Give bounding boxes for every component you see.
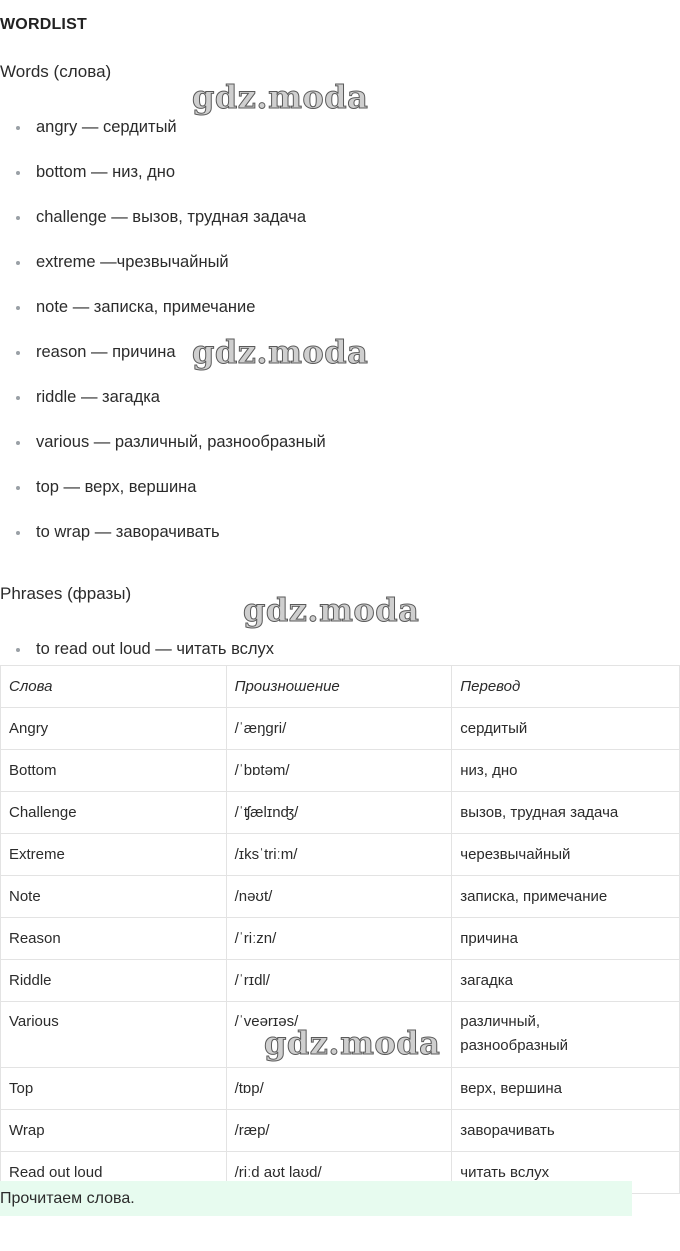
table-row bbox=[1, 792, 680, 834]
vocabulary-table bbox=[0, 665, 680, 1194]
words-section-label: Words (слова) bbox=[0, 62, 112, 81]
list-item: to wrap — заворачивать bbox=[0, 522, 326, 567]
cell-pronunciation: /riːd aʊt laʊd/ bbox=[226, 1152, 452, 1194]
list-item: various — различный, разнообразный bbox=[0, 432, 326, 477]
cell-word: Reason bbox=[1, 918, 227, 960]
table-row bbox=[1, 750, 680, 792]
column-header-pronunciation: Произношение bbox=[226, 666, 452, 708]
cell-translation: вызов, трудная задача bbox=[452, 792, 680, 834]
table-row bbox=[1, 1002, 680, 1068]
cell-word: Note bbox=[1, 876, 227, 918]
list-item: riddle — загадка bbox=[0, 387, 326, 432]
cell-translation: сердитый bbox=[452, 708, 680, 750]
cell-word: Angry bbox=[1, 708, 227, 750]
cell-translation: читать вслух bbox=[452, 1152, 680, 1194]
list-item: bottom — низ, дно bbox=[0, 162, 326, 207]
list-item: angry — сердитый bbox=[0, 117, 326, 162]
column-header-words: Слова bbox=[1, 666, 227, 708]
cell-pronunciation: /ˈrɪdl/ bbox=[226, 960, 452, 1002]
table-row bbox=[1, 708, 680, 750]
table-row bbox=[1, 1068, 680, 1110]
cell-pronunciation: /ˈʧælɪnʤ/ bbox=[226, 792, 452, 834]
phrases-list bbox=[0, 639, 274, 663]
cell-pronunciation: /tɒp/ bbox=[226, 1068, 452, 1110]
list-item: reason — причина bbox=[0, 342, 326, 387]
watermark-logo: gdz.moda bbox=[192, 78, 369, 116]
cell-translation: заворачивать bbox=[452, 1110, 680, 1152]
column-header-translation: Перевод bbox=[452, 666, 680, 708]
wordlist-heading: WORDLIST bbox=[0, 16, 87, 33]
cell-word: Wrap bbox=[1, 1110, 227, 1152]
table-row bbox=[1, 876, 680, 918]
list-item: top — верх, вершина bbox=[0, 477, 326, 522]
cell-translation: причина bbox=[452, 918, 680, 960]
words-list bbox=[0, 117, 326, 567]
note-callout: Прочитаем слова. bbox=[0, 1181, 632, 1216]
watermark-logo: gdz.moda bbox=[264, 1024, 441, 1062]
cell-translation: верх, вершина bbox=[452, 1068, 680, 1110]
table-row bbox=[1, 834, 680, 876]
cell-word: Extreme bbox=[1, 834, 227, 876]
cell-word: Riddle bbox=[1, 960, 227, 1002]
cell-pronunciation: /ˈriːzn/ bbox=[226, 918, 452, 960]
cell-translation: черезвычайный bbox=[452, 834, 680, 876]
list-item: extreme —чрезвычайный bbox=[0, 252, 326, 297]
cell-translation: загадка bbox=[452, 960, 680, 1002]
list-item: note — записка, примечание bbox=[0, 297, 326, 342]
cell-word: Read out loud bbox=[1, 1152, 227, 1194]
cell-word: Challenge bbox=[1, 792, 227, 834]
list-item: challenge — вызов, трудная задача bbox=[0, 207, 326, 252]
cell-pronunciation: /ˈveərɪəs/ bbox=[226, 1002, 452, 1068]
watermark-logo: gdz.moda bbox=[192, 333, 369, 371]
cell-pronunciation: /ˈæŋgri/ bbox=[226, 708, 452, 750]
cell-translation bbox=[452, 1002, 680, 1068]
phrases-section-label: Phrases (фразы) bbox=[0, 584, 132, 603]
table-row bbox=[1, 1110, 680, 1152]
list-item: to read out loud — читать вслух bbox=[0, 639, 274, 663]
watermark-logo: gdz.moda bbox=[243, 591, 420, 629]
table-row bbox=[1, 918, 680, 960]
cell-word: Top bbox=[1, 1068, 227, 1110]
cell-word: Various bbox=[1, 1002, 227, 1068]
table-header-row bbox=[1, 666, 680, 708]
cell-pronunciation: /nəʊt/ bbox=[226, 876, 452, 918]
translation-line: различный, bbox=[460, 1013, 541, 1030]
cell-pronunciation: /ɪksˈtriːm/ bbox=[226, 834, 452, 876]
cell-translation: записка, примечание bbox=[452, 876, 680, 918]
table-row bbox=[1, 960, 680, 1002]
translation-line: разнообразный bbox=[460, 1037, 569, 1054]
cell-word: Bottom bbox=[1, 750, 227, 792]
cell-pronunciation: /ræp/ bbox=[226, 1110, 452, 1152]
cell-pronunciation: /ˈbɒtəm/ bbox=[226, 750, 452, 792]
cell-translation: низ, дно bbox=[452, 750, 680, 792]
